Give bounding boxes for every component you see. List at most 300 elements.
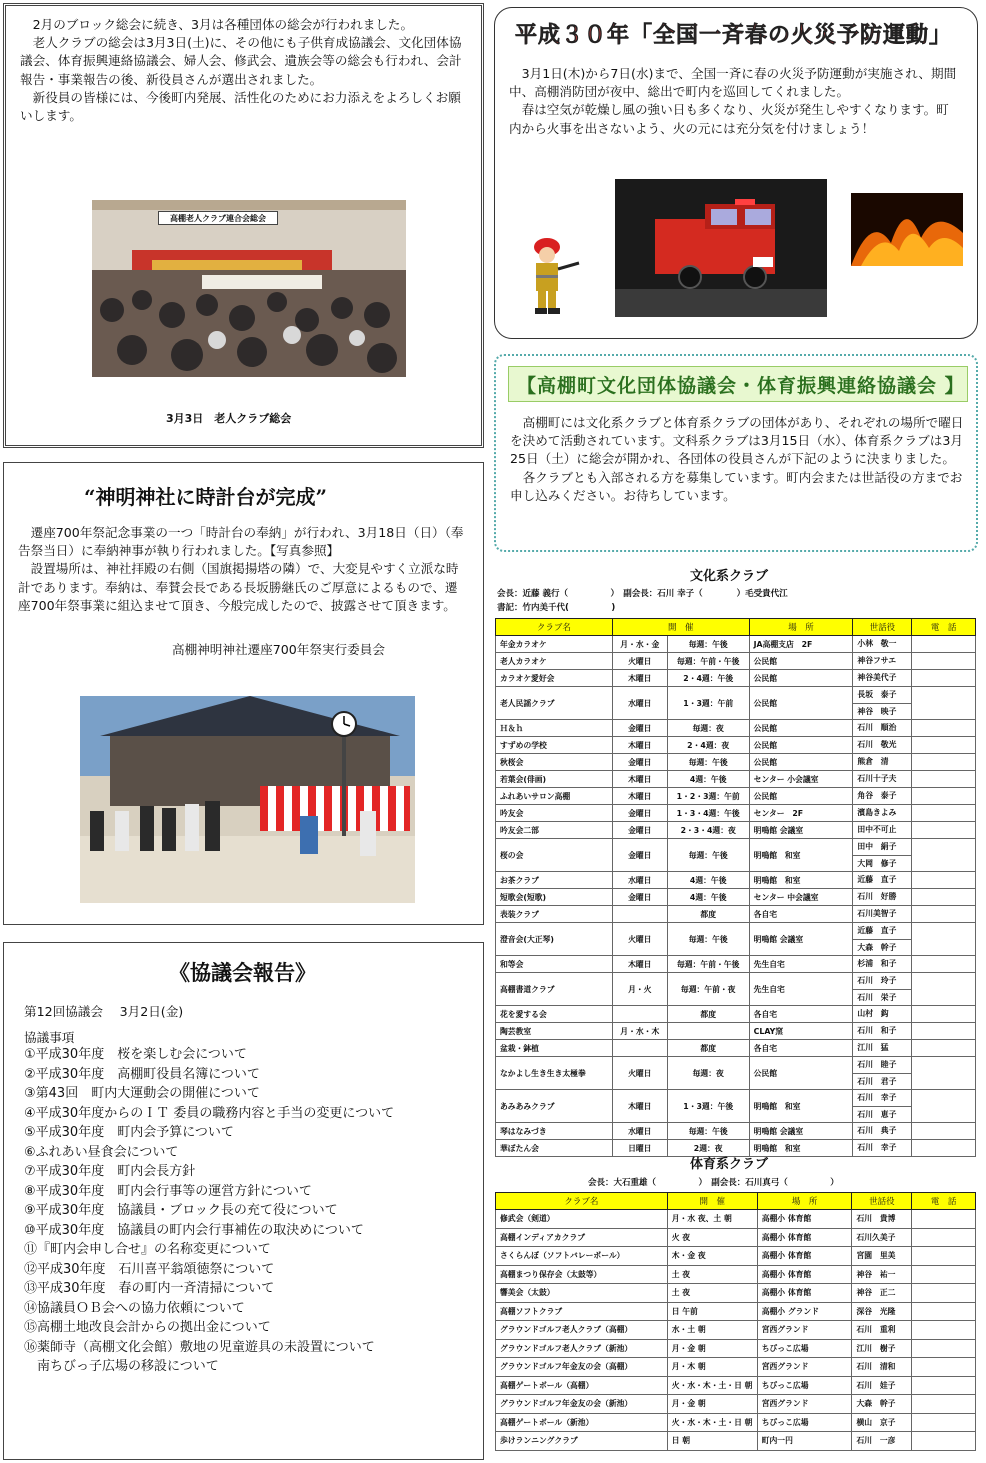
carer-cell — [853, 1040, 912, 1057]
table-row — [496, 956, 976, 973]
phone-cell — [912, 653, 976, 670]
time-cell: 月・水 夜、土 朝 — [667, 1210, 757, 1229]
table-row — [496, 872, 976, 889]
time-cell: 毎週：午前・夜 — [667, 973, 749, 1006]
day-cell — [612, 1006, 667, 1023]
agenda-item: ⑫平成30年度 石川喜平翁頌徳祭について — [24, 1261, 275, 1277]
table-row — [496, 1302, 976, 1321]
place-cell: 高棚小 体育館 — [757, 1228, 852, 1247]
bunka-header-row — [496, 619, 976, 636]
place-cell: センター 小会議室 — [749, 771, 853, 788]
phone-cell — [912, 1413, 976, 1432]
day-cell: 月・火 — [612, 973, 667, 1006]
council-title: 《協議会報告》 — [169, 960, 316, 985]
place-cell: 明鳴館 会議室 — [749, 1123, 853, 1140]
time-cell: 火・水・木・土・日 朝 — [667, 1376, 757, 1395]
club-name-cell: カラオケ愛好会 — [496, 670, 613, 687]
day-cell: 月・水・木 — [612, 1023, 667, 1040]
carer-cell — [853, 1123, 912, 1140]
taiiku-header-row — [496, 1193, 976, 1210]
carer-cell: 神谷 祐一 — [852, 1265, 912, 1284]
phone-cell — [912, 1265, 976, 1284]
table-row — [496, 1023, 976, 1040]
place-cell: 明鳴館 和室 — [749, 1140, 853, 1157]
phone-cell — [912, 973, 976, 1006]
phone-cell — [912, 1302, 976, 1321]
time-cell: 毎週：夜 — [667, 1057, 749, 1090]
time-cell: 都度 — [667, 1040, 749, 1057]
club-name-cell: 響美会（太鼓） — [496, 1284, 668, 1303]
table-row — [496, 1265, 976, 1284]
table-row — [496, 1057, 976, 1090]
time-cell: 月・金 朝 — [667, 1395, 757, 1414]
old-club-caption: 3月3日 老人クラブ総会 — [166, 412, 292, 425]
taiiku-club-table — [495, 1192, 976, 1451]
carer-cell — [853, 872, 912, 889]
club-name-cell: 年金カラオケ — [496, 636, 613, 653]
time-cell: 日 午前 — [667, 1302, 757, 1321]
table-row — [496, 1040, 976, 1057]
table-row — [496, 906, 976, 923]
carer-name: 大森 幹子 — [853, 939, 911, 955]
carer-cell — [853, 788, 912, 805]
place-cell: 公民館 — [749, 720, 853, 737]
carer-cell — [853, 771, 912, 788]
carer-cell: 石川 娃子 — [852, 1376, 912, 1395]
phone-cell — [912, 788, 976, 805]
place-cell: センター 2F — [749, 805, 853, 822]
carer-name: 近藤 直子 — [857, 926, 897, 935]
carer-name: 大岡 修子 — [853, 855, 911, 871]
club-name-cell: 花を愛する会 — [496, 1006, 613, 1023]
shrine-clock-photo — [80, 696, 415, 903]
club-name-cell: グラウンドゴルフ年金友の会（高棚） — [496, 1358, 668, 1377]
phone-cell — [912, 1123, 976, 1140]
carer-cell: 江川 樹子 — [852, 1339, 912, 1358]
phone-cell — [912, 1376, 976, 1395]
club-name-cell: 修武会（剣道） — [496, 1210, 668, 1229]
club-name-cell: 高棚インディアカクラブ — [496, 1228, 668, 1247]
club-name-cell: 老人民謡クラブ — [496, 687, 613, 720]
old-club-paragraph: 2月のブロック総会に続き、3月は各種団体の総会が行われました。 老人クラブの総会は3月3日(土)に、その他にも子供育成協議会、文化団体協議会、体育振興連絡協議会、婦人会、修武会、遺族会等の総会も行われ、会計報告・事業報告の後、新役員さんが選出されました。 新役員の皆様には、今後町内発展、活性化のためにお力添えをよろしくお願いします。 — [20, 17, 462, 124]
shrine-paragraph: 遷座700年祭記念事業の一つ「時計台の奉納」が行われ、3月18日（日）（奉告祭当日）に奉納神事が執り行われました。【写真参照】 設置場所は、神社拝殿の右側（国旗掲揚塔の隣）で、大変見やすく立派な時計であります。奉納は、奉賛会長である長坂勝継氏のご厚意によるもので、遷座700年祭事業に組込ませて頂き、今般完成したので、披露させて頂きます。 — [18, 525, 464, 613]
time-cell: 毎週：午前・午後 — [667, 956, 749, 973]
phone-cell — [912, 1006, 976, 1023]
day-cell: 水曜日 — [612, 872, 667, 889]
place-cell: 高棚小 グランド — [757, 1302, 852, 1321]
place-cell: 高棚小 体育館 — [757, 1284, 852, 1303]
phone-cell — [912, 1432, 976, 1451]
carer-cell — [853, 720, 912, 737]
day-cell — [612, 906, 667, 923]
carer-name: 小林 敬一 — [857, 639, 897, 648]
table-row — [496, 670, 976, 687]
day-cell: 水曜日 — [612, 687, 667, 720]
agenda-item: ⑩平成30年度 協議員の町内会行事補佐の取決めについて — [24, 1222, 364, 1238]
col-phone: 電 話 — [912, 619, 976, 636]
place-cell: ちびっこ広場 — [757, 1339, 852, 1358]
table-row — [496, 1358, 976, 1377]
fire-paragraph: 3月1日(木)から7日(水)まで、全国一斉に春の火災予防運動が実施され、期間中、高棚消防団が夜中、総出で町内を巡回してくれました。 春は空気が乾燥し風の強い日も多くなり、火災が発生しやすくなります。町内から火事を出さないよう、火の元には充分気を付けましょう！ — [509, 66, 957, 136]
carer-name: 石川 和子 — [857, 1026, 897, 1035]
place-cell: 明鳴館 会議室 — [749, 822, 853, 839]
council-agenda-label: 協議事項 — [24, 1030, 75, 1045]
table-row — [496, 1247, 976, 1266]
time-cell: 日 朝 — [667, 1432, 757, 1451]
shrine-title: “神明神社に時計台が完成” — [84, 485, 328, 509]
day-cell: 金曜日 — [612, 720, 667, 737]
phone-cell — [912, 754, 976, 771]
old-club-meeting-photo — [92, 200, 406, 377]
time-cell: 木・金 夜 — [667, 1247, 757, 1266]
culture-sports-article — [494, 354, 978, 552]
club-name-cell: 表装クラブ — [496, 906, 613, 923]
phone-cell — [912, 1228, 976, 1247]
club-name-cell: 吟友会二部 — [496, 822, 613, 839]
carer-cell — [853, 1057, 912, 1090]
club-name-cell: 高棚ゲートボール（高棚） — [496, 1376, 668, 1395]
time-cell: 2・3・4週：夜 — [667, 822, 749, 839]
place-cell: CLAY窯 — [749, 1023, 853, 1040]
fire-flames-photo — [851, 193, 963, 266]
phone-cell — [912, 737, 976, 754]
table-row — [496, 1321, 976, 1340]
day-cell: 火曜日 — [612, 1057, 667, 1090]
club-name-cell: グラウンドゴルフ老人クラブ（高棚） — [496, 1321, 668, 1340]
day-cell: 金曜日 — [612, 754, 667, 771]
carer-name: 近藤 直子 — [857, 875, 897, 884]
phone-cell — [912, 771, 976, 788]
carer-cell: 大森 幹子 — [852, 1395, 912, 1414]
phone-cell — [912, 1140, 976, 1157]
carer-name: 石川 栄子 — [853, 989, 911, 1005]
table-row — [496, 1395, 976, 1414]
table-row — [496, 973, 976, 1006]
club-name-cell: 澄音会(大正琴) — [496, 923, 613, 956]
day-cell: 金曜日 — [612, 805, 667, 822]
place-cell: 各自宅 — [749, 1006, 853, 1023]
time-cell: 毎週：午後 — [667, 754, 749, 771]
day-cell: 日曜日 — [612, 1140, 667, 1157]
old-club-banner: 高棚老人クラブ連合会総会 — [158, 211, 278, 225]
phone-cell — [912, 720, 976, 737]
day-cell: 木曜日 — [612, 771, 667, 788]
place-cell: 高棚小 体育館 — [757, 1210, 852, 1229]
agenda-item: ⑯薬師寺（高棚文化会館）敷地の児童遊具の未設置について — [24, 1339, 375, 1355]
place-cell: 明鳴館 会議室 — [749, 923, 853, 956]
table-row — [496, 754, 976, 771]
phone-cell — [912, 1284, 976, 1303]
carer-name: 角谷 泰子 — [857, 791, 897, 800]
council-agenda-list — [24, 1045, 479, 1377]
carer-name: 田中 絹子 — [857, 842, 897, 851]
club-name-cell: 吟友会 — [496, 805, 613, 822]
time-cell: 毎週：午後 — [667, 1123, 749, 1140]
phone-cell — [912, 839, 976, 872]
club-name-cell: なかよし生き生き太極拳 — [496, 1057, 613, 1090]
carer-cell — [853, 670, 912, 687]
day-cell: 木曜日 — [612, 956, 667, 973]
carer-name: 石川 幸子 — [857, 1093, 897, 1102]
time-cell: 1・3・4週：午後 — [667, 805, 749, 822]
table-row — [496, 1376, 976, 1395]
carer-cell — [853, 923, 912, 956]
table-row — [496, 923, 976, 956]
carer-name: 石川 幸子 — [857, 1143, 897, 1152]
carer-name: 神谷 映子 — [853, 703, 911, 719]
club-name-cell: ふれあいサロン高棚 — [496, 788, 613, 805]
agenda-item: ⑪『町内会申し合せ』の名称変更について — [24, 1242, 271, 1257]
phone-cell — [912, 805, 976, 822]
day-cell: 木曜日 — [612, 737, 667, 754]
carer-cell — [853, 973, 912, 1006]
fire-prevention-article — [494, 7, 978, 339]
phone-cell — [912, 1395, 976, 1414]
carer-cell — [853, 889, 912, 906]
firefighter-icon — [521, 233, 581, 318]
time-cell: 1・3週：午後 — [667, 1090, 749, 1123]
time-cell: 1・2・3週：午前 — [667, 788, 749, 805]
agenda-item: ⑨平成30年度 協議員・ブロック長の充て役について — [24, 1203, 338, 1218]
club-name-cell: 桜の会 — [496, 839, 613, 872]
bunka-table-title: 文化系クラブ — [690, 569, 769, 584]
carer-cell — [853, 839, 912, 872]
club-name-cell: 琴はなみづき — [496, 1123, 613, 1140]
col-schedule: 開 催 — [612, 619, 749, 636]
club-name-cell: 若葉会(俳画) — [496, 771, 613, 788]
carer-cell: 石川 清和 — [852, 1358, 912, 1377]
table-row — [496, 805, 976, 822]
carer-name: 石川 君子 — [853, 1073, 911, 1089]
table-row — [496, 889, 976, 906]
club-name-cell: あみあみクラブ — [496, 1090, 613, 1123]
phone-cell — [912, 956, 976, 973]
place-cell: 高棚小 体育館 — [757, 1265, 852, 1284]
carer-cell — [853, 1023, 912, 1040]
carer-cell — [853, 737, 912, 754]
col-place: 場 所 — [757, 1193, 852, 1210]
day-cell: 火曜日 — [612, 653, 667, 670]
bunka-secretary: 書記：竹内美千代( ) — [497, 603, 616, 613]
carer-name: 長坂 泰子 — [857, 690, 897, 699]
table-row — [496, 1090, 976, 1123]
taiiku-table-title: 体育系クラブ — [690, 1157, 769, 1172]
place-cell: 宮西グランド — [757, 1358, 852, 1377]
carer-cell: 石川 重利 — [852, 1321, 912, 1340]
agenda-item: ⑮高棚土地改良会計からの拠出金について — [24, 1320, 271, 1335]
table-row — [496, 636, 976, 653]
phone-cell — [912, 822, 976, 839]
agenda-item: ⑬平成30年度 春の町内一斉清掃について — [24, 1281, 275, 1296]
time-cell: 2週：夜 — [667, 1140, 749, 1157]
time-cell: 毎週：午後 — [667, 636, 749, 653]
carer-name: 石川 敬光 — [857, 740, 897, 749]
table-row — [496, 720, 976, 737]
time-cell: 月・金 朝 — [667, 1339, 757, 1358]
day-cell: 木曜日 — [612, 788, 667, 805]
club-name-cell: 高棚ゲートボール（新池） — [496, 1413, 668, 1432]
agenda-item: ⑥ふれあい昼食会について — [24, 1144, 179, 1160]
carer-name: 石川十子夫 — [857, 774, 897, 783]
col-schedule: 開 催 — [667, 1193, 757, 1210]
council-meeting: 第12回協議会 3月2日(金) — [24, 1004, 184, 1019]
phone-cell — [912, 1321, 976, 1340]
place-cell: 宮西グランド — [757, 1395, 852, 1414]
col-carer: 世話役 — [853, 619, 912, 636]
time-cell: 水・土 朝 — [667, 1321, 757, 1340]
carer-name: 田中不可止 — [857, 825, 897, 834]
table-row — [496, 1339, 976, 1358]
carer-cell — [853, 822, 912, 839]
carer-name: 熊倉 清 — [857, 757, 889, 766]
day-cell: 金曜日 — [612, 822, 667, 839]
phone-cell — [912, 1057, 976, 1090]
day-cell: 金曜日 — [612, 889, 667, 906]
time-cell: 土 夜 — [667, 1284, 757, 1303]
col-club-name: クラブ名 — [496, 1193, 668, 1210]
club-name-cell: Ｈ＆ｈ — [496, 720, 613, 737]
club-name-cell: 秋桜会 — [496, 754, 613, 771]
carer-name: 石川 玲子 — [857, 976, 897, 985]
carer-cell: 石川 一彦 — [852, 1432, 912, 1451]
club-name-cell: お茶クラブ — [496, 872, 613, 889]
culture-paragraph: 高棚町には文化系クラブと体育系クラブの団体があり、それぞれの場所で曜日を決めて活動されています。文科系クラブは3月15日（水）、体育系クラブは3月25日（土）に総会が開かれ、各団体の役員さんが下記のように決まりました。 各クラブとも入部される方を募集しています。町内会または世話役の方までお申し込みください。お待ちしています。 — [510, 415, 964, 503]
club-name-cell: グラウンドゴルフ年金友の会（新池） — [496, 1395, 668, 1414]
carer-cell — [853, 956, 912, 973]
place-cell: 公民館 — [749, 653, 853, 670]
agenda-item: 南ちびっ子広場の移設について — [24, 1359, 219, 1374]
time-cell: 月・木 朝 — [667, 1358, 757, 1377]
time-cell: 4週：午後 — [667, 889, 749, 906]
day-cell: 木曜日 — [612, 1090, 667, 1123]
phone-cell — [912, 1358, 976, 1377]
time-cell: 毎週：午後 — [667, 839, 749, 872]
agenda-item: ⑧平成30年度 町内会行事等の運営方針について — [24, 1183, 312, 1199]
table-row — [496, 788, 976, 805]
phone-cell — [912, 670, 976, 687]
table-row — [496, 653, 976, 670]
club-name-cell: グラウンドゴルフ老人クラブ（新池） — [496, 1339, 668, 1358]
club-name-cell: 高棚書道クラブ — [496, 973, 613, 1006]
phone-cell — [912, 1090, 976, 1123]
phone-cell — [912, 872, 976, 889]
table-row — [496, 1228, 976, 1247]
agenda-item: ③第43回 町内大運動会の開催について — [24, 1086, 260, 1101]
carer-name: 江川 猛 — [857, 1043, 889, 1052]
time-cell: 毎週：午後 — [667, 923, 749, 956]
time-cell: 4週：午後 — [667, 872, 749, 889]
table-row — [496, 771, 976, 788]
time-cell: 2・4週：夜 — [667, 737, 749, 754]
time-cell: 2・4週：午後 — [667, 670, 749, 687]
place-cell: 公民館 — [749, 788, 853, 805]
time-cell: 1・3週：午前 — [667, 687, 749, 720]
day-cell — [612, 1040, 667, 1057]
carer-cell — [853, 653, 912, 670]
agenda-item: ⑤平成30年度 町内会予算について — [24, 1125, 234, 1140]
place-cell: ちびっこ広場 — [757, 1376, 852, 1395]
carer-name: 石川 典子 — [857, 1126, 897, 1135]
day-cell: 木曜日 — [612, 670, 667, 687]
carer-cell — [853, 1090, 912, 1123]
place-cell: 高棚小 体育館 — [757, 1247, 852, 1266]
table-row — [496, 839, 976, 872]
agenda-item: ②平成30年度 高棚町役員名簿について — [24, 1066, 260, 1082]
agenda-item: ⑦平成30年度 町内会長方針 — [24, 1164, 196, 1179]
time-cell: 火・水・木・土・日 朝 — [667, 1413, 757, 1432]
fire-truck-photo — [615, 179, 827, 317]
carer-cell: 深谷 光隆 — [852, 1302, 912, 1321]
taiiku-officers: 会長：大石重雄（ ） 副会長：石川真弓（ ） — [588, 1178, 839, 1188]
club-name-cell: 華ぼたん会 — [496, 1140, 613, 1157]
agenda-item: ①平成30年度 桜を楽しむ会について — [24, 1047, 247, 1062]
place-cell: センター 中会議室 — [749, 889, 853, 906]
place-cell: 各自宅 — [749, 1040, 853, 1057]
time-cell: 都度 — [667, 906, 749, 923]
club-name-cell: 和等会 — [496, 956, 613, 973]
place-cell: 先生自宅 — [749, 973, 853, 1006]
day-cell: 火曜日 — [612, 923, 667, 956]
carer-cell: 石川 貴博 — [852, 1210, 912, 1229]
day-cell: 水曜日 — [612, 1123, 667, 1140]
carer-name: 石川 好勝 — [857, 892, 897, 901]
phone-cell — [912, 923, 976, 956]
table-row — [496, 1432, 976, 1451]
shrine-article — [3, 462, 484, 925]
place-cell: 明鳴館 和室 — [749, 872, 853, 889]
carer-cell: 石川久美子 — [852, 1228, 912, 1247]
club-name-cell: さくらんぼ（ソフトバレーボール） — [496, 1247, 668, 1266]
fire-title: 平成３０年「全国一斉春の火災予防運動」 — [515, 23, 953, 48]
time-cell: 土 夜 — [667, 1265, 757, 1284]
time-cell — [667, 1023, 749, 1040]
carer-cell — [853, 636, 912, 653]
col-place: 場 所 — [749, 619, 853, 636]
carer-name: 石川美智子 — [857, 909, 897, 918]
carer-cell: 神谷 正二 — [852, 1284, 912, 1303]
agenda-item: ⑭協議員ＯＢ会への協力依頼について — [24, 1300, 245, 1316]
place-cell: 明鳴館 和室 — [749, 839, 853, 872]
phone-cell — [912, 687, 976, 720]
carer-name: 神谷フサエ — [857, 656, 897, 665]
table-row — [496, 687, 976, 720]
place-cell: ちびっこ広場 — [757, 1413, 852, 1432]
phone-cell — [912, 906, 976, 923]
carer-name: 杉浦 和子 — [857, 959, 897, 968]
old-club-article — [3, 3, 484, 448]
col-phone: 電 話 — [912, 1193, 976, 1210]
club-name-cell: 老人カラオケ — [496, 653, 613, 670]
shrine-signature: 高棚神明神社遷座700年祭実行委員会 — [172, 642, 385, 657]
table-row — [496, 1413, 976, 1432]
time-cell: 毎週：夜 — [667, 720, 749, 737]
place-cell: 明鳴館 和室 — [749, 1090, 853, 1123]
place-cell: 町内一円 — [757, 1432, 852, 1451]
time-cell: 毎週：午前・午後 — [667, 653, 749, 670]
carer-cell — [853, 687, 912, 720]
table-row — [496, 1284, 976, 1303]
col-carer: 世話役 — [852, 1193, 912, 1210]
table-row — [496, 1006, 976, 1023]
carer-cell — [853, 1006, 912, 1023]
place-cell: 公民館 — [749, 1057, 853, 1090]
phone-cell — [912, 889, 976, 906]
table-row — [496, 822, 976, 839]
time-cell: 4週：午後 — [667, 771, 749, 788]
phone-cell — [912, 1210, 976, 1229]
club-name-cell: 短歌会(短歌) — [496, 889, 613, 906]
carer-name: 石川 睦子 — [857, 1060, 897, 1069]
